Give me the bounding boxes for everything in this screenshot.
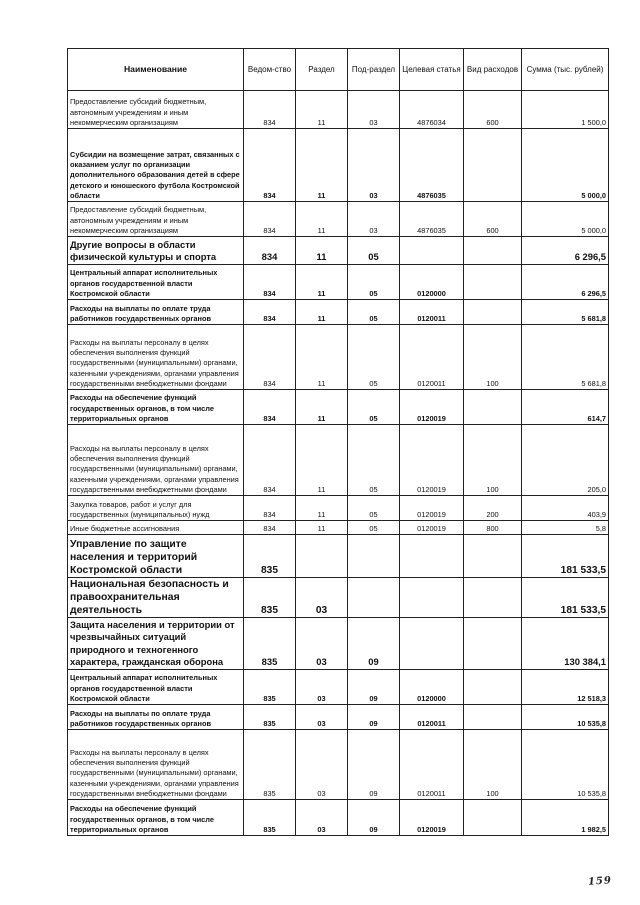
table-row <box>68 521 609 535</box>
cell-dept: 834 <box>244 202 296 237</box>
cell-subsection: 05 <box>348 325 400 390</box>
cell-dept: 834 <box>244 300 296 325</box>
cell-sum: 6 296,5 <box>522 265 609 300</box>
cell-name: Расходы на выплаты персоналу в целях обеспечения выполнения функций государственными (муниципальными) органами, казенными учреждениями, органами управления государственными внебюджетными фондами <box>68 730 244 800</box>
cell-dept: 835 <box>244 618 296 670</box>
cell-sum: 205,0 <box>522 425 609 496</box>
cell-name: Национальная безопасность и правоохранительная деятельность <box>68 578 244 618</box>
header-section: Раздел <box>296 49 348 91</box>
cell-dept: 835 <box>244 705 296 730</box>
cell-type <box>464 705 522 730</box>
cell-dept: 834 <box>244 521 296 535</box>
cell-section: 11 <box>296 300 348 325</box>
cell-name: Защита населения и территории от чрезвычайных ситуаций природного и техногенного характера, гражданская оборона <box>68 618 244 670</box>
table-row <box>68 705 609 730</box>
table-row <box>68 670 609 705</box>
cell-dept: 835 <box>244 535 296 578</box>
cell-sum: 181 533,5 <box>522 578 609 618</box>
cell-section: 11 <box>296 496 348 521</box>
cell-sum: 181 533,5 <box>522 535 609 578</box>
cell-target <box>400 237 464 265</box>
cell-sum: 5 000,0 <box>522 129 609 202</box>
cell-name: Предоставление субсидий бюджетным, автономным учреждениям и иным некоммерческим организациям <box>68 202 244 237</box>
cell-subsection: 09 <box>348 800 400 836</box>
page-number: 159 <box>587 875 613 888</box>
header-target: Целевая статья <box>400 49 464 91</box>
cell-dept: 834 <box>244 325 296 390</box>
cell-target: 0120011 <box>400 730 464 800</box>
cell-type: 600 <box>464 202 522 237</box>
cell-name: Иные бюджетные ассигнования <box>68 521 244 535</box>
table-row <box>68 129 609 202</box>
cell-type: 200 <box>464 496 522 521</box>
table-row <box>68 325 609 390</box>
table-row <box>68 496 609 521</box>
cell-section: 03 <box>296 730 348 800</box>
header-subsection: Под-раздел <box>348 49 400 91</box>
cell-name: Расходы на обеспечение функций государственных органов, в том числе территориальных органов <box>68 800 244 836</box>
cell-sum: 5 000,0 <box>522 202 609 237</box>
cell-type <box>464 300 522 325</box>
cell-type <box>464 237 522 265</box>
table-row <box>68 535 609 578</box>
cell-type <box>464 670 522 705</box>
cell-name: Расходы на выплаты персоналу в целях обеспечения выполнения функций государственными (муниципальными) органами, казенными учреждениями, органами управления государственными внебюджетными фондами <box>68 325 244 390</box>
cell-section: 03 <box>296 618 348 670</box>
table-row <box>68 300 609 325</box>
cell-name: Расходы на обеспечение функций государственных органов, в том числе территориальных органов <box>68 390 244 425</box>
cell-dept: 834 <box>244 390 296 425</box>
cell-subsection: 05 <box>348 521 400 535</box>
budget-table <box>67 48 609 836</box>
cell-subsection <box>348 578 400 618</box>
cell-target: 4876034 <box>400 91 464 129</box>
cell-sum: 5 681,8 <box>522 325 609 390</box>
cell-sum: 1 500,0 <box>522 91 609 129</box>
cell-section: 11 <box>296 202 348 237</box>
cell-subsection: 03 <box>348 202 400 237</box>
table-row <box>68 618 609 670</box>
cell-dept: 834 <box>244 237 296 265</box>
table-row <box>68 265 609 300</box>
table-row <box>68 91 609 129</box>
cell-target <box>400 578 464 618</box>
cell-subsection: 05 <box>348 425 400 496</box>
cell-target: 4876035 <box>400 202 464 237</box>
header-sum: Сумма (тыс. рублей) <box>522 49 609 91</box>
cell-name: Расходы на выплаты по оплате труда работников государственных органов <box>68 705 244 730</box>
cell-target: 0120019 <box>400 521 464 535</box>
cell-section: 03 <box>296 670 348 705</box>
cell-section: 03 <box>296 800 348 836</box>
cell-type: 100 <box>464 425 522 496</box>
cell-sum: 5 681,8 <box>522 300 609 325</box>
cell-sum: 1 982,5 <box>522 800 609 836</box>
cell-dept: 835 <box>244 578 296 618</box>
cell-dept: 835 <box>244 800 296 836</box>
cell-subsection: 03 <box>348 129 400 202</box>
cell-type: 600 <box>464 91 522 129</box>
cell-name: Расходы на выплаты по оплате труда работников государственных органов <box>68 300 244 325</box>
cell-dept: 835 <box>244 730 296 800</box>
cell-name: Другие вопросы в области физической культуры и спорта <box>68 237 244 265</box>
table-row <box>68 425 609 496</box>
table-body <box>68 91 609 836</box>
cell-sum: 614,7 <box>522 390 609 425</box>
cell-section: 11 <box>296 237 348 265</box>
cell-sum: 10 535,8 <box>522 705 609 730</box>
cell-target: 0120019 <box>400 425 464 496</box>
cell-section: 11 <box>296 325 348 390</box>
cell-sum: 12 518,3 <box>522 670 609 705</box>
cell-subsection: 09 <box>348 705 400 730</box>
cell-subsection: 05 <box>348 390 400 425</box>
cell-target: 0120011 <box>400 325 464 390</box>
header-dept: Ведом-ство <box>244 49 296 91</box>
cell-target: 0120019 <box>400 800 464 836</box>
cell-dept: 834 <box>244 91 296 129</box>
cell-target: 0120000 <box>400 670 464 705</box>
table-row <box>68 390 609 425</box>
cell-name: Центральный аппарат исполнительных органов государственной власти Костромской области <box>68 265 244 300</box>
cell-target <box>400 535 464 578</box>
cell-sum: 10 535,8 <box>522 730 609 800</box>
table-row <box>68 202 609 237</box>
cell-dept: 834 <box>244 265 296 300</box>
cell-dept: 834 <box>244 129 296 202</box>
cell-section: 11 <box>296 390 348 425</box>
cell-section <box>296 535 348 578</box>
cell-sum: 5,8 <box>522 521 609 535</box>
cell-subsection: 05 <box>348 265 400 300</box>
table-row <box>68 730 609 800</box>
cell-type <box>464 129 522 202</box>
cell-sum: 403,9 <box>522 496 609 521</box>
cell-type <box>464 578 522 618</box>
cell-type: 100 <box>464 730 522 800</box>
cell-section: 03 <box>296 578 348 618</box>
table-row <box>68 800 609 836</box>
cell-sum: 6 296,5 <box>522 237 609 265</box>
cell-subsection <box>348 535 400 578</box>
cell-target: 4876035 <box>400 129 464 202</box>
cell-name: Расходы на выплаты персоналу в целях обеспечения выполнения функций государственными (муниципальными) органами, казенными учреждениями, органами управления государственными внебюджетными фондами <box>68 425 244 496</box>
cell-subsection: 05 <box>348 496 400 521</box>
cell-target: 0120011 <box>400 705 464 730</box>
cell-target <box>400 618 464 670</box>
cell-type: 100 <box>464 325 522 390</box>
cell-dept: 835 <box>244 670 296 705</box>
cell-section: 11 <box>296 265 348 300</box>
table-row <box>68 578 609 618</box>
cell-type <box>464 618 522 670</box>
header-name: Наименование <box>68 49 244 91</box>
cell-subsection: 05 <box>348 300 400 325</box>
cell-subsection: 05 <box>348 237 400 265</box>
cell-subsection: 09 <box>348 730 400 800</box>
cell-type <box>464 265 522 300</box>
cell-dept: 834 <box>244 425 296 496</box>
cell-target: 0120011 <box>400 300 464 325</box>
cell-subsection: 03 <box>348 91 400 129</box>
cell-section: 11 <box>296 425 348 496</box>
cell-target: 0120019 <box>400 390 464 425</box>
cell-name: Предоставление субсидий бюджетным, автономным учреждениям и иным некоммерческим организациям <box>68 91 244 129</box>
cell-target: 0120019 <box>400 496 464 521</box>
cell-name: Субсидии на возмещение затрат, связанных с оказанием услуг по организации дополнительного образования детей в сфере детского и юношеского футбола Костромской области <box>68 129 244 202</box>
cell-section: 11 <box>296 129 348 202</box>
cell-sum: 130 384,1 <box>522 618 609 670</box>
cell-section: 03 <box>296 705 348 730</box>
cell-dept: 834 <box>244 496 296 521</box>
header-row <box>68 49 609 91</box>
cell-type: 800 <box>464 521 522 535</box>
cell-target: 0120000 <box>400 265 464 300</box>
cell-name: Центральный аппарат исполнительных органов государственной власти Костромской области <box>68 670 244 705</box>
cell-subsection: 09 <box>348 670 400 705</box>
cell-type <box>464 390 522 425</box>
cell-type <box>464 800 522 836</box>
header-type: Вид расходов <box>464 49 522 91</box>
cell-type <box>464 535 522 578</box>
cell-name: Закупка товаров, работ и услуг для государственных (муниципальных) нужд <box>68 496 244 521</box>
cell-section: 11 <box>296 91 348 129</box>
table-row <box>68 237 609 265</box>
cell-name: Управление по защите населения и территорий Костромской области <box>68 535 244 578</box>
cell-subsection: 09 <box>348 618 400 670</box>
cell-section: 11 <box>296 521 348 535</box>
